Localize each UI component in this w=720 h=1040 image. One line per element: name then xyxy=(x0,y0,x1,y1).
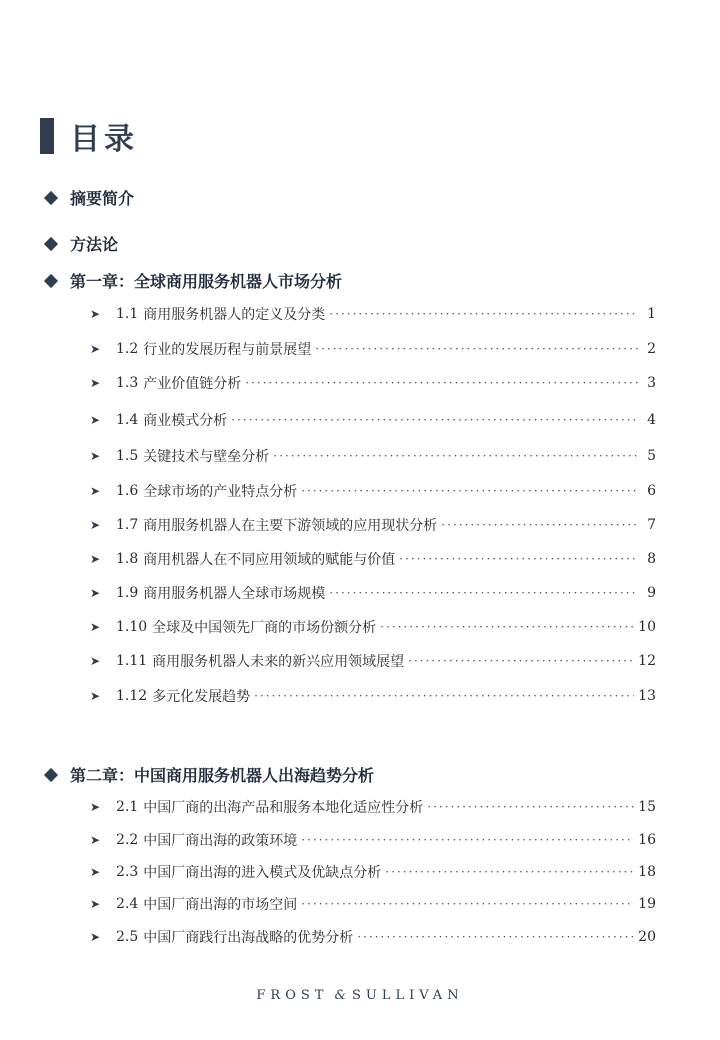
arrow-bullet-icon: ➤ xyxy=(90,586,101,600)
toc-entry[interactable] xyxy=(90,445,656,467)
entry-label: 多元化发展趋势 xyxy=(152,689,251,705)
diamond-bullet-icon xyxy=(44,190,58,204)
toc-entry[interactable] xyxy=(90,861,656,883)
entry-page-number: 2 xyxy=(647,341,656,357)
section-label: 第一章：全球商用服务机器人市场分析 xyxy=(70,272,343,291)
dot-leader xyxy=(385,865,634,879)
footer-brand-left: FROST xyxy=(256,988,329,1003)
entry-page-number: 9 xyxy=(647,585,656,601)
dot-leader xyxy=(357,930,634,944)
entry-label: 产业价值链分析 xyxy=(143,376,242,392)
dot-leader xyxy=(399,552,638,566)
entry-number: 1.9 xyxy=(116,585,139,601)
entry-page-number: 18 xyxy=(638,864,656,880)
entry-number: 1.12 xyxy=(116,688,148,704)
entry-label: 中国厂商践行出海战略的优势分析 xyxy=(143,930,354,946)
dot-leader xyxy=(254,689,634,703)
toc-section-chapter-1[interactable] xyxy=(44,269,342,292)
toc-entry[interactable] xyxy=(90,685,656,707)
footer-brand-amp: & xyxy=(334,988,347,1003)
entry-number: 1.7 xyxy=(116,517,139,533)
entry-page-number: 10 xyxy=(638,619,656,635)
section-label: 第二章：中国商用服务机器人出海趋势分析 xyxy=(70,766,375,785)
diamond-bullet-icon xyxy=(44,273,58,287)
diamond-bullet-icon xyxy=(44,236,58,250)
footer-brand-right: SULLIVAN xyxy=(352,988,464,1003)
section-label: 方法论 xyxy=(70,235,119,254)
entry-page-number: 5 xyxy=(647,448,656,464)
entry-label: 商用服务机器人的定义及分类 xyxy=(143,307,326,323)
entry-page-number: 19 xyxy=(638,896,656,912)
dot-leader xyxy=(273,449,638,463)
arrow-bullet-icon: ➤ xyxy=(90,484,101,498)
toc-section-method[interactable] xyxy=(44,232,118,255)
entry-label: 全球及中国领先厂商的市场份额分析 xyxy=(152,620,377,636)
dot-leader xyxy=(329,586,638,600)
title-text: 目录 xyxy=(70,122,138,157)
arrow-bullet-icon: ➤ xyxy=(90,654,101,668)
title-accent-bar xyxy=(40,118,54,154)
dot-leader xyxy=(427,800,634,814)
entry-number: 2.1 xyxy=(116,799,139,815)
entry-page-number: 6 xyxy=(647,483,656,499)
entry-label: 关键技术与壁垒分析 xyxy=(143,449,270,465)
entry-number: 1.8 xyxy=(116,551,139,567)
entry-page-number: 4 xyxy=(647,412,656,428)
arrow-bullet-icon: ➤ xyxy=(90,518,101,532)
arrow-bullet-icon: ➤ xyxy=(90,689,101,703)
entry-number: 2.4 xyxy=(116,896,139,912)
dot-leader xyxy=(329,307,638,321)
toc-entry[interactable] xyxy=(90,582,656,604)
dot-leader xyxy=(380,620,634,634)
entry-label: 商用机器人在不同应用领域的赋能与价值 xyxy=(143,552,396,568)
arrow-bullet-icon: ➤ xyxy=(90,449,101,463)
dot-leader xyxy=(301,484,638,498)
arrow-bullet-icon: ➤ xyxy=(90,376,101,390)
toc-entry[interactable] xyxy=(90,338,656,360)
toc-entry[interactable] xyxy=(90,926,656,948)
entry-page-number: 7 xyxy=(647,517,656,533)
entry-number: 1.6 xyxy=(116,483,139,499)
toc-entry[interactable] xyxy=(90,548,656,570)
entry-page-number: 1 xyxy=(647,306,656,322)
entry-page-number: 13 xyxy=(638,688,656,704)
entry-number: 1.2 xyxy=(116,341,139,357)
arrow-bullet-icon: ➤ xyxy=(90,307,101,321)
section-label: 摘要简介 xyxy=(70,189,135,208)
entry-label: 中国厂商出海的市场空间 xyxy=(143,897,298,913)
arrow-bullet-icon: ➤ xyxy=(90,413,101,427)
dot-leader xyxy=(315,342,638,356)
entry-page-number: 12 xyxy=(638,653,656,669)
entry-page-number: 8 xyxy=(647,551,656,567)
dot-leader xyxy=(301,897,634,911)
arrow-bullet-icon: ➤ xyxy=(90,897,101,911)
entry-number: 1.4 xyxy=(116,412,139,428)
toc-entry[interactable] xyxy=(90,796,656,818)
entry-label: 中国厂商出海的政策环境 xyxy=(143,833,298,849)
entry-page-number: 16 xyxy=(638,832,656,848)
entry-label: 商用服务机器人在主要下游领域的应用现状分析 xyxy=(143,518,438,534)
toc-entry[interactable] xyxy=(90,303,656,325)
dot-leader xyxy=(441,518,638,532)
entry-number: 2.5 xyxy=(116,929,139,945)
toc-entry[interactable] xyxy=(90,480,656,502)
entry-label: 中国厂商的出海产品和服务本地化适应性分析 xyxy=(143,800,424,816)
page-title xyxy=(40,116,138,156)
entry-label: 商业模式分析 xyxy=(143,413,228,429)
entry-label: 行业的发展历程与前景展望 xyxy=(143,342,312,358)
entry-label: 中国厂商出海的进入模式及优缺点分析 xyxy=(143,865,382,881)
arrow-bullet-icon: ➤ xyxy=(90,930,101,944)
toc-entry[interactable] xyxy=(90,829,656,851)
toc-entry[interactable] xyxy=(90,893,656,915)
entry-label: 全球市场的产业特点分析 xyxy=(143,484,298,500)
toc-entry[interactable] xyxy=(90,616,656,638)
entry-page-number: 3 xyxy=(647,375,656,391)
arrow-bullet-icon: ➤ xyxy=(90,620,101,634)
entry-number: 1.10 xyxy=(116,619,148,635)
arrow-bullet-icon: ➤ xyxy=(90,800,101,814)
toc-section-chapter-2[interactable] xyxy=(44,763,374,786)
dot-leader xyxy=(408,654,634,668)
arrow-bullet-icon: ➤ xyxy=(90,552,101,566)
dot-leader xyxy=(245,376,638,390)
entry-page-number: 20 xyxy=(638,929,656,945)
entry-number: 1.11 xyxy=(116,653,148,669)
diamond-bullet-icon xyxy=(44,767,58,781)
toc-section-summary[interactable] xyxy=(44,186,134,209)
entry-number: 2.3 xyxy=(116,864,139,880)
dot-leader xyxy=(301,833,634,847)
footer-brand xyxy=(0,988,720,1003)
entry-number: 2.2 xyxy=(116,832,139,848)
toc-entry[interactable] xyxy=(90,650,656,672)
toc-entry[interactable] xyxy=(90,409,656,431)
toc-entry[interactable] xyxy=(90,372,656,394)
entry-number: 1.1 xyxy=(116,306,139,322)
entry-number: 1.5 xyxy=(116,448,139,464)
entry-label: 商用服务机器人全球市场规模 xyxy=(143,586,326,602)
entry-page-number: 15 xyxy=(638,799,656,815)
dot-leader xyxy=(231,413,638,427)
toc-entry[interactable] xyxy=(90,514,656,536)
entry-number: 1.3 xyxy=(116,375,139,391)
arrow-bullet-icon: ➤ xyxy=(90,342,101,356)
arrow-bullet-icon: ➤ xyxy=(90,865,101,879)
entry-label: 商用服务机器人未来的新兴应用领域展望 xyxy=(152,654,405,670)
arrow-bullet-icon: ➤ xyxy=(90,833,101,847)
